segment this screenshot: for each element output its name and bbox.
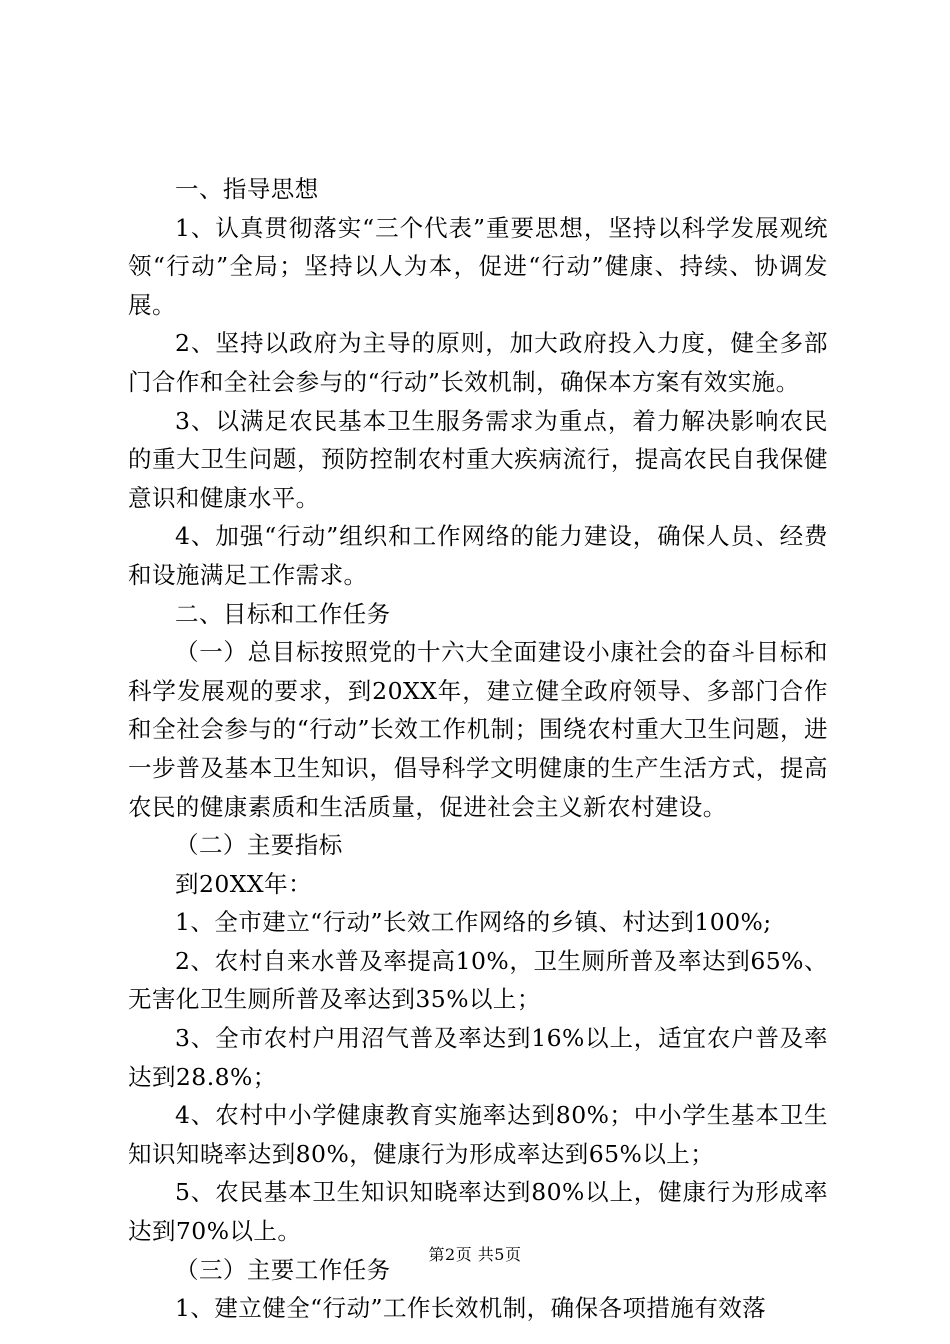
task-item-1: 1、建立健全“行动”工作长效机制，确保各项措施有效落 bbox=[175, 1294, 767, 1323]
paragraph-item-1: 1、认真贯彻落实“三个代表”重要思想，坚持以科学发展观统领“行动”全局；坚持以人为本，促进“行动”健康、持续、协调发展。 bbox=[128, 213, 828, 319]
indicator-item-3: 3、全市农村户用沼气普及率达到16%以上，适宜农户普及率达到28.8%； bbox=[128, 1024, 828, 1091]
paragraph-item-2: 2、坚持以政府为主导的原则，加大政府投入力度，健全多部门合作和全社会参与的“行动”长效机制，确保本方案有效实施。 bbox=[128, 329, 828, 396]
subheading-main-tasks: （三）主要工作任务 bbox=[175, 1255, 391, 1284]
paragraph-overall-goal: （一）总目标按照党的十六大全面建设小康社会的奋斗目标和科学发展观的要求，到20XX年，建立健全政府领导、多部门合作和全社会参与的“行动”长效工作机制；围绕农村重大卫生问题，进一步普及基本卫生知识，倡导科学文明健康的生产生活方式，提高农民的健康素质和生活质量，促进社会主义新农村建设。 bbox=[128, 638, 828, 821]
page-number-footer: 第2页 共5页 bbox=[428, 1245, 522, 1264]
indicator-item-5: 5、农民基本卫生知识知晓率达到80%以上，健康行为形成率达到70%以上。 bbox=[128, 1178, 828, 1246]
paragraph-target-year: 到20XX年： bbox=[175, 869, 313, 898]
subheading-main-indicators: （二）主要指标 bbox=[175, 831, 343, 860]
indicator-item-2: 2、农村自来水普及率提高10%，卫生厕所普及率达到65%、无害化卫生厕所普及率达到35%以上； bbox=[128, 946, 828, 1014]
paragraph-item-4: 4、加强“行动”组织和工作网络的能力建设，确保人员、经费和设施满足工作需求。 bbox=[128, 522, 828, 589]
document-body bbox=[128, 170, 828, 1328]
section-heading-goals-tasks: 二、目标和工作任务 bbox=[175, 599, 391, 628]
paragraph-item-3: 3、以满足农民基本卫生服务需求为重点，着力解决影响农民的重大卫生问题，预防控制农村重大疾病流行，提高农民自我保健意识和健康水平。 bbox=[128, 406, 828, 512]
indicator-item-4: 4、农村中小学健康教育实施率达到80%；中小学生基本卫生知识知晓率达到80%，健康行为形成率达到65%以上； bbox=[128, 1101, 828, 1168]
section-heading-guiding-ideology: 一、指导思想 bbox=[175, 175, 319, 203]
indicator-item-1: 1、全市建立“行动”长效工作网络的乡镇、村达到100%; bbox=[175, 908, 772, 937]
